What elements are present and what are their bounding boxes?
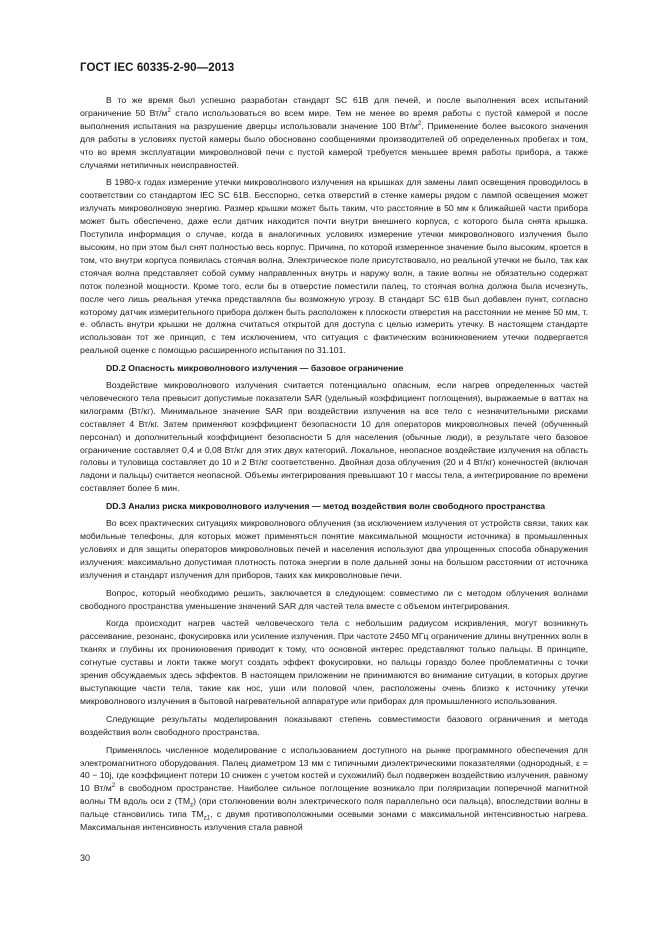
paragraph-8: Применялось численное моделирование с использованием доступного на рынке программного обеспечения для электромагнитного оборудования. Палец диаметром 13 мм с типичными диэлектрическими показателями (однородный, ε = 40 − 10j, где коэффициент потери 10 снижен с учетом костей и сухожилий) был подвержен воздействию излучения, равному 10 $Вт/м^2$ в свободном пространстве. Наиболее сильное поглощение возникало при поляризации поперечной магнитной волны TM вдоль оси z $(TM_z)$ (при столкновении волн электрического поля параллельно оси пальца), впоследствии волны в пальце становились типа $TM_{z1}$, с двумя противоположными осевыми зонами с максимальной интенсивностью нагрева. Максимальная интенсивность излучения стала равной <box>80 744 589 833</box>
section-heading-dd3: DD.3 Анализ риска микроволнового излучения — метод воздействия волн свободного пространства <box>106 501 546 512</box>
paragraph-6: Когда происходит нагрев частей человеческого тела с небольшим радиусом искривления, могут возникнуть рассеивание, резонанс, фокусировка или усиление излучения. При частоте 2450 МГц ограничение длины внутренних волн в тканях и глубины их проникновения приводит к тому, что основной интерес представляют только пальцы. В принципе, согнутые суставы и локти также могут создать эффект фокусировки, но пальцы гораздо более проблематичны с точки зрения обсуждаемых здесь эффектов. В настоящем приложении не принимаются во внимание ситуации, в которых другие выступающие части тела, такие как нос, уши или половой член, расположены очень близко к источнику утечки микроволнового излучения в бытовой нагревательной аппаратуре или приборах для промышленного использования. <box>80 618 588 706</box>
paragraph-4: Во всех практических ситуациях микроволнового облучения (за исключением излучения от устройств связи, таких как мобильные телефоны, для которых может применяться понятие максимальной мощности источника) в промышленных условиях и для защиты операторов микроволновых печей и населения используют два упрощенных способа обнаружения излучения: максимально допустимая плотность потока энергии в поле дальней зоны на большом расстоянии от источника излучения и стандарт излучения для приборов, таких как микроволновые печи. <box>80 518 588 580</box>
document-body <box>80 94 588 839</box>
paragraph-2: В 1980-х годах измерение утечки микроволнового излучения на крышках для замены ламп освещения проводилось в соответствии со стандартом IEC SC 61B. Бесспорно, сетка отверстий в стенке камеры рядом с лампой освещения может излучать микроволновую энергию. Размер крышки может быть таким, что расстояние в 50 мм к ближайшей части прибора может быть обеспечено, даже если датчик находится почти внутри внешнего корпуса, с которого была снята крышка. Поступила информация о случае, когда в аналогичных условиях измерение утечки микроволнового излучения было высоким, но при этом был снят полностью весь корпус. Причина, по которой измеренное значение было высоким, кроется в том, что внутри корпуса появилась стоячая волна. Электрическое поле присутствовало, но реальной утечки не было, так как стоячая волна представляет собой сумму направленных внутрь и наружу волн, а такие волны не обязательно содержат поток полезной мощности. Кроме того, если бы в отверстие поместили палец, то стоячая волна должна была исчезнуть, после чего лишь реальная утечка представляла бы возможную угрозу. В стандарт SC 61B был добавлен пункт, согласно которому датчик измерительного прибора должен быть расположен к плоскости отверстия на расстоянии не менее 50 мм, т. е. область внутри крышки не должна считаться открытой для доступа с целью измерить утечку. В настоящем стандарте использован тот же принцип, с тем исключением, что ситуация с фактическим возникновением утечки подвергается реальной оценке с помощью расширенного испытания по 31.101. <box>80 177 588 356</box>
section-heading-dd2: DD.2 Опасность микроволнового излучения — базовое ограничение <box>106 363 404 374</box>
paragraph-7: Следующие результаты моделирования показывают степень совместимости базового ограничения и метода воздействия волн свободного пространства. <box>80 713 588 737</box>
paragraph-1: В то же время был успешно разработан стандарт SC 61B для печей, и после выполнения всех испытаний ограничение 50 $Вт/м^2$ стало использоваться во всем мире. Тем не менее во время работы с пустой камерой и после выполнения испытания на разрушение дверцы использовали значение 100 $Вт/м^2$. Применение более высокого значения для работы в условиях пустой камеры было обосновано сообщениями производителей об определенных пробегах и том, что во время эксплуатации микроволновой печи с пустой камерой требуется меньшее время работы прибора, а также случаями нетипичных неисправностей. <box>80 95 588 170</box>
page-number: 30 <box>80 853 91 863</box>
paragraph-5: Вопрос, который необходимо решить, заключается в следующем: совместимо ли с методом облучения волнами свободного пространства уменьшение значений SAR для частей тела вместе с объемом интегрирования. <box>80 587 588 611</box>
standard-header: ГОСТ IEC 60335-2-90—2013 <box>80 62 235 74</box>
paragraph-3: Воздействие микроволнового излучения считается потенциально опасным, если нагрев определенных частей человеческого тела превысит допустимые показатели SAR (удельный коэффициент поглощения), выражаемые в ваттах на килограмм (Вт/кг). Минимальное значение SAR при воздействии излучения на все тело с незначительными рисками составляет 4 Вт/кг. Затем применяют коэффициент безопасности 10 для операторов микроволновых печей (обученный персонал) и дополнительный коэффициент безопасности 5 для населения (обычные люди), в результате чего базовое ограничение составляет 0,4 и 0,08 Вт/кг для этих двух категорий. Локальное, неопасное воздействие излучения на область головы и туловища составляет до 10 и 2 Вт/кг соответственно. Двойная доза облучения (20 и 4 Вт/кг) конечностей (включая ладони и пальцы) считается неопасной. Объемы интегрирования превышают 10 г массы тела, а интегрирование по времени составляет более 6 мин. <box>80 380 588 494</box>
